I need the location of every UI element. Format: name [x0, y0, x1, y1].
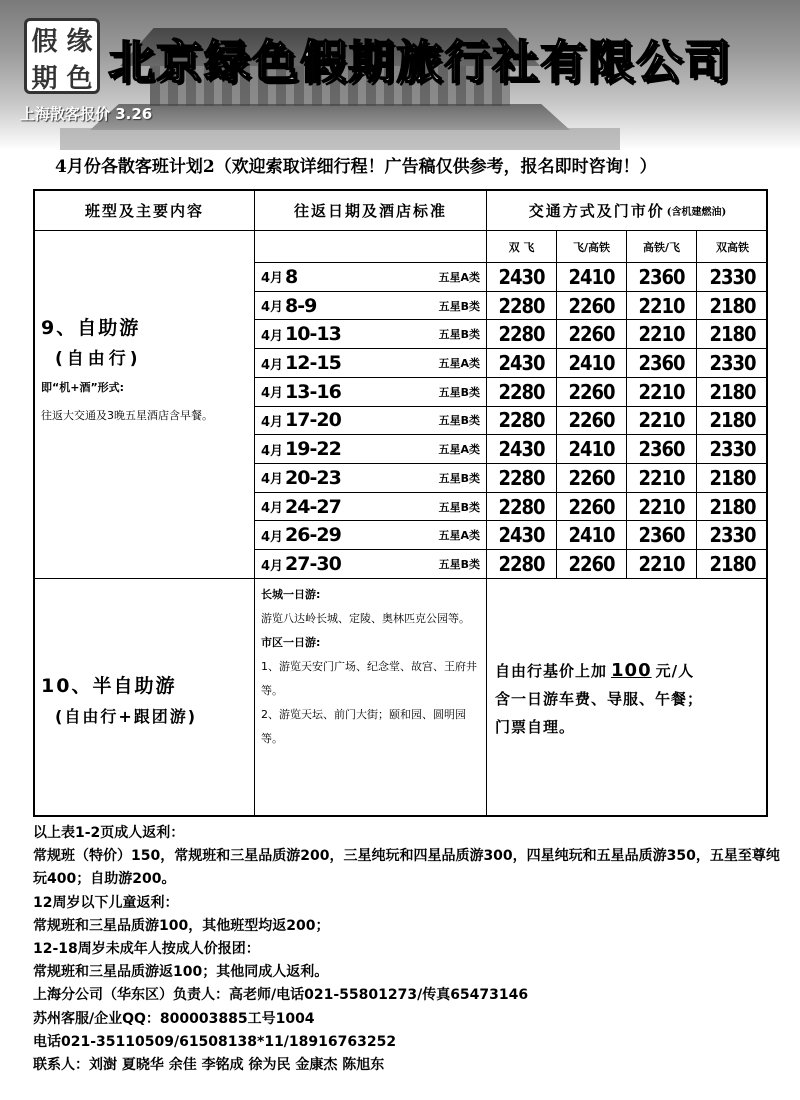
- price-cell: 2410: [557, 349, 627, 378]
- subheader-blank: [255, 231, 487, 263]
- price-suffix: 元/人: [655, 662, 695, 680]
- date-month: 4月: [261, 271, 284, 287]
- transport-label: 双高铁: [716, 240, 749, 254]
- departure-date-cell: [255, 464, 487, 493]
- price-cell: 2430: [487, 435, 557, 464]
- transport-label: 双 飞: [508, 240, 535, 254]
- departure-date-cell: [255, 435, 487, 464]
- group10-itinerary: [255, 579, 487, 815]
- hotel-standard: 五星A类: [438, 443, 480, 457]
- date-days: 10-13: [285, 323, 341, 346]
- group10-price-tickets: 门票自理。: [495, 718, 576, 736]
- price-cell: 2180: [697, 407, 768, 436]
- price-cell: 2430: [487, 349, 557, 378]
- header-col-type: [35, 191, 255, 231]
- price-cell: 2210: [627, 320, 697, 349]
- price-cell: 2330: [697, 349, 768, 378]
- price-cell: 2280: [487, 464, 557, 493]
- header-col-type-label: 班型及主要内容: [84, 202, 204, 220]
- contact-persons: 联系人：刘澍 夏晓华 余佳 李铭成 徐为民 金康杰 陈旭东: [33, 1057, 385, 1074]
- price-cell: 2180: [697, 493, 768, 522]
- child-rebate-detail: 常规班和三星品质游100，其他班型均返200；: [33, 917, 330, 934]
- transport-flight-train: [557, 231, 627, 263]
- great-wall-tour-title: 长城一日游:: [261, 588, 321, 601]
- quote-label: 上海散客报价 3.26: [20, 105, 153, 123]
- header-col-price: [487, 191, 768, 231]
- group10-pricing: [487, 579, 768, 815]
- price-table: [33, 189, 768, 817]
- price-cell: 2430: [487, 263, 557, 292]
- logo-char: 缘: [66, 27, 93, 57]
- hotel-standard: 五星A类: [438, 529, 480, 543]
- date-days: 13-16: [285, 380, 341, 403]
- date-month: 4月: [261, 558, 284, 574]
- header-col-date-label: 往返日期及酒店标准: [293, 202, 447, 220]
- group10-subtitle: (自由行+跟团游): [55, 707, 198, 726]
- hotel-standard: 五星B类: [438, 414, 480, 428]
- price-amount: 100: [611, 660, 652, 681]
- date-days: 27-30: [285, 553, 341, 576]
- date-days: 8: [285, 265, 298, 288]
- adult-rebate-detail: 常规班（特价）150，常规班和三星品质游200，三星纯玩和四星品质游300，四星纯玩和五星品质游350，五星至尊纯玩400；自助游200。: [33, 848, 780, 888]
- child-rebate-heading: 12周岁以下儿童返利：: [33, 894, 179, 911]
- date-days: 20-23: [285, 466, 341, 489]
- price-cell: 2280: [487, 407, 557, 436]
- hotel-standard: 五星B类: [438, 385, 480, 399]
- minor-rebate-heading: 12-18周岁未成年人按成人价报团：: [33, 941, 260, 958]
- price-cell: 2410: [557, 521, 627, 550]
- date-month: 4月: [261, 328, 284, 344]
- price-cell: 2430: [487, 521, 557, 550]
- group10-price-includes: 含一日游车费、导服、午餐；: [495, 690, 704, 708]
- logo-char: 期: [31, 64, 58, 94]
- transport-double-flight: [487, 231, 557, 263]
- group9-title: 9、自助游: [41, 317, 141, 339]
- date-month: 4月: [261, 414, 284, 430]
- price-cell: 2260: [557, 550, 627, 579]
- price-cell: 2180: [697, 320, 768, 349]
- hotel-standard: 五星B类: [438, 299, 480, 313]
- city-tour-desc-1: 1、游览天安门广场、纪念堂、故宫、王府井等。: [261, 660, 477, 697]
- price-cell: 2280: [487, 320, 557, 349]
- price-cell: 2330: [697, 435, 768, 464]
- departure-date-cell: [255, 263, 487, 292]
- price-cell: 2280: [487, 378, 557, 407]
- price-cell: 2260: [557, 464, 627, 493]
- date-month: 4月: [261, 300, 284, 316]
- price-cell: 2210: [627, 378, 697, 407]
- minor-rebate-detail: 常规班和三星品质游返100；其他同成人返利。: [33, 964, 329, 981]
- date-month: 4月: [261, 386, 284, 402]
- header-col-date: [255, 191, 487, 231]
- price-cell: 2260: [557, 292, 627, 321]
- city-tour-desc-2: 2、游览天坛、前门大街；颐和园、圆明园等。: [261, 708, 466, 745]
- group9-note-detail: 往返大交通及3晚五星酒店含早餐。: [41, 409, 213, 422]
- group10-description: [35, 579, 255, 815]
- date-month: 4月: [261, 529, 284, 545]
- departure-date-cell: [255, 521, 487, 550]
- price-cell: 2280: [487, 493, 557, 522]
- transport-train-flight: [627, 231, 697, 263]
- hotel-standard: 五星B类: [438, 328, 480, 342]
- price-cell: 2210: [627, 493, 697, 522]
- logo-char: 假: [31, 27, 58, 57]
- departure-date-cell: [255, 378, 487, 407]
- suzhou-service-qq: 苏州客服/企业QQ：800003885工号1004: [33, 1010, 315, 1027]
- transport-label: 飞/高铁: [572, 240, 611, 254]
- price-prefix: 自由行基价上加: [495, 662, 608, 680]
- date-days: 8-9: [285, 294, 317, 317]
- price-cell: 2410: [557, 435, 627, 464]
- phone-numbers: 电话021-35110509/61508138*11/18916763252: [33, 1033, 397, 1050]
- shanghai-branch-contact: 上海分公司（华东区）负责人：高老师/电话021-55801273/传真65473146: [33, 987, 529, 1004]
- departure-date-cell: [255, 320, 487, 349]
- hotel-standard: 五星B类: [438, 471, 480, 485]
- date-days: 19-22: [285, 438, 341, 461]
- company-logo: [24, 18, 100, 94]
- hotel-standard: 五星A类: [438, 357, 480, 371]
- price-cell: 2180: [697, 464, 768, 493]
- date-month: 4月: [261, 357, 284, 373]
- price-cell: 2360: [627, 435, 697, 464]
- price-cell: 2280: [487, 550, 557, 579]
- departure-date-cell: [255, 349, 487, 378]
- price-cell: 2360: [627, 263, 697, 292]
- price-cell: 2180: [697, 292, 768, 321]
- price-cell: 2260: [557, 493, 627, 522]
- price-cell: 2280: [487, 292, 557, 321]
- departure-date-cell: [255, 292, 487, 321]
- group9-subtitle: (自由行): [55, 349, 142, 369]
- rebate-and-contact-info: [33, 822, 793, 1077]
- price-cell: 2260: [557, 378, 627, 407]
- departure-date-cell: [255, 407, 487, 436]
- logo-char: 色: [66, 64, 93, 94]
- date-month: 4月: [261, 472, 284, 488]
- date-days: 17-20: [285, 409, 341, 432]
- hotel-standard: 五星B类: [438, 558, 480, 572]
- group10-price-line: [495, 657, 768, 685]
- hotel-standard: 五星B类: [438, 500, 480, 514]
- great-wall-tour-desc: 游览八达岭长城、定陵、奥林匹克公园等。: [261, 612, 470, 625]
- price-cell: 2210: [627, 407, 697, 436]
- city-tour-title: 市区一日游:: [261, 636, 321, 649]
- price-cell: 2260: [557, 320, 627, 349]
- header-col-price-label: 交通方式及门市价: [528, 202, 665, 220]
- price-cell: 2360: [627, 521, 697, 550]
- price-cell: 2180: [697, 378, 768, 407]
- price-cell: 2210: [627, 292, 697, 321]
- price-cell: 2330: [697, 521, 768, 550]
- departure-date-cell: [255, 493, 487, 522]
- date-month: 4月: [261, 501, 284, 517]
- group10-title: 10、半自助游: [41, 675, 177, 697]
- price-cell: 2330: [697, 263, 768, 292]
- company-name: 北京绿色假期旅行社有限公司: [108, 35, 732, 89]
- date-month: 4月: [261, 443, 284, 459]
- price-cell: 2360: [627, 349, 697, 378]
- hotel-standard: 五星A类: [438, 270, 480, 284]
- price-cell: 2260: [557, 407, 627, 436]
- header-price-note: (含机建燃油): [666, 207, 727, 218]
- date-days: 24-27: [285, 495, 341, 518]
- date-days: 12-15: [285, 352, 341, 375]
- adult-rebate-heading: 以上表1-2页成人返利：: [33, 825, 185, 841]
- group9-description: [35, 231, 255, 579]
- price-cell: 2410: [557, 263, 627, 292]
- plan-title: 4月份各散客班计划2（欢迎索取详细行程！广告稿仅供参考，报名即时咨询！）: [55, 157, 657, 177]
- price-cell: 2210: [627, 464, 697, 493]
- transport-double-train: [697, 231, 768, 263]
- departure-date-cell: [255, 550, 487, 579]
- price-cell: 2180: [697, 550, 768, 579]
- transport-label: 高铁/飞: [642, 240, 681, 254]
- date-days: 26-29: [285, 524, 341, 547]
- building-wall-decoration: [60, 128, 620, 150]
- price-cell: 2210: [627, 550, 697, 579]
- building-lower-roof-decoration: [90, 104, 570, 130]
- group9-note-form: 即“机+酒”形式:: [41, 381, 125, 394]
